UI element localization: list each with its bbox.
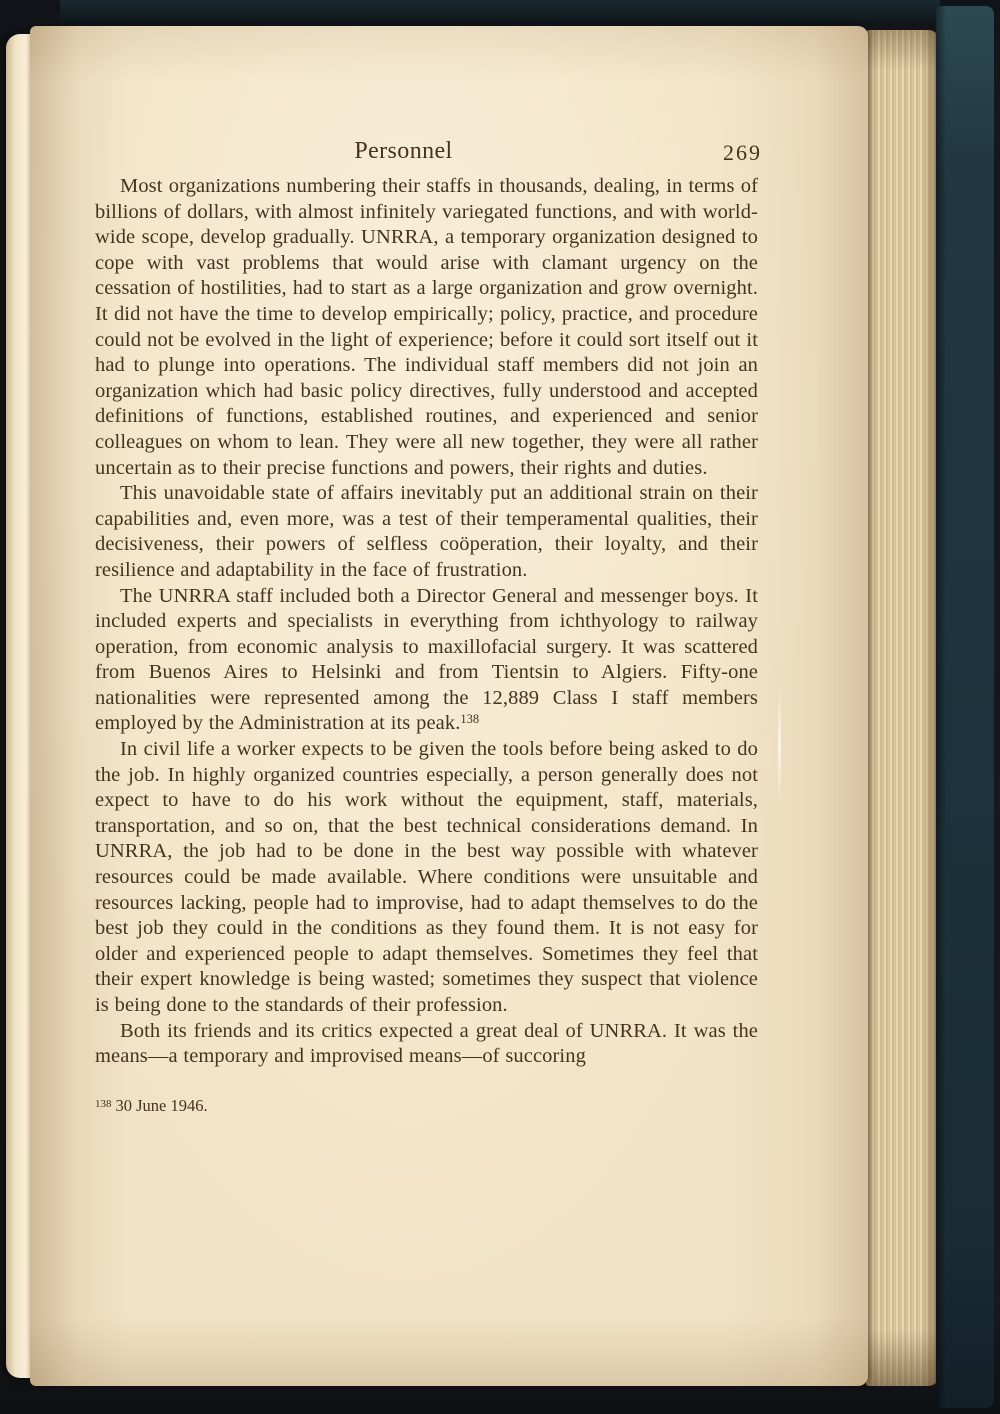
paragraph-2 xyxy=(95,481,758,583)
paragraph-3-text: The UNRRA staff included both a Director General and messenger boys. It included experts and specialists in everything from ichthyology to railway operation, from economic analysis to maxillofacial surgery. It was scattered from Buenos Aires to Helsinki and from Tientsin to Algiers. Fifty-one nationalities were represented among the 12,889 Class I staff members employed by the Administration at its peak. xyxy=(95,584,758,735)
paragraph-3 xyxy=(95,584,758,738)
book-cover-top xyxy=(60,0,940,26)
running-title: Personnel xyxy=(354,138,453,164)
paragraph-1-text: Most organizations numbering their staffs in thousands, dealing, in terms of billions of dollars, with almost infinitely variegated functions, and with world-wide scope, develop gradually. UNRRA, a temporary organization designed to cope with vast problems that would arise with clamant urgency on the cessation of hostilities, had to start as a large organization and grow overnight. It did not have the time to develop empirically; policy, practice, and procedure could not be evolved in the light of experience; before it could sort itself out it had to plunge into operations. The individual staff members did not join an organization which had basic policy directives, fully understood and accepted definitions of functions, established routines, and experienced and senior colleagues on whom to lean. They were all new together, they were all rather uncertain as to their precise functions and powers, their rights and duties. xyxy=(95,175,758,479)
page-header xyxy=(95,138,762,172)
book-page xyxy=(30,26,868,1386)
paragraph-1 xyxy=(95,174,758,481)
paragraph-5-text: Both its friends and its critics expected a great deal of UNRRA. It was the means—a temporary and improvised means—of succoring xyxy=(95,1019,758,1068)
page-stack-fore-edge xyxy=(866,30,940,1386)
paragraph-5 xyxy=(95,1019,758,1070)
footnote-marker: 138 xyxy=(95,1097,112,1110)
footnote-reference: 138 xyxy=(460,712,480,727)
body-text xyxy=(95,174,758,1070)
page-number: 269 xyxy=(723,140,762,165)
footnote-text: 30 June 1946. xyxy=(115,1095,208,1115)
footnote xyxy=(95,1094,758,1116)
paragraph-4-text: In civil life a worker expects to be given the tools before being asked to do the job. In highly organized countries especially, a person generally does not expect to have to do his work without the equipment, staff, materials, transportation, and so on, that the best technical considerations demand. In UNRRA, the job had to be done in the best way possible with whatever resources could be made available. Where conditions were unsuitable and resources lacking, people had to improvise, had to adapt themselves to do the best job they could in the conditions as they found them. It is not easy for older and experienced people to adapt themselves. Sometimes they feel that their expert knowledge is being wasted; sometimes they suspect that violence is being done to the standards of their profession. xyxy=(95,738,758,1016)
text-block xyxy=(95,138,762,1116)
book-cover xyxy=(936,6,994,1408)
paragraph-4 xyxy=(95,737,758,1019)
page-flex-mark xyxy=(778,686,781,806)
paragraph-2-text: This unavoidable state of affairs inevitably put an additional strain on their capabilities and, even more, was a test of their temperamental qualities, their decisiveness, their powers of selfless coöperation, their loyalty, and their resilience and adaptability in the face of frustration. xyxy=(95,482,758,581)
